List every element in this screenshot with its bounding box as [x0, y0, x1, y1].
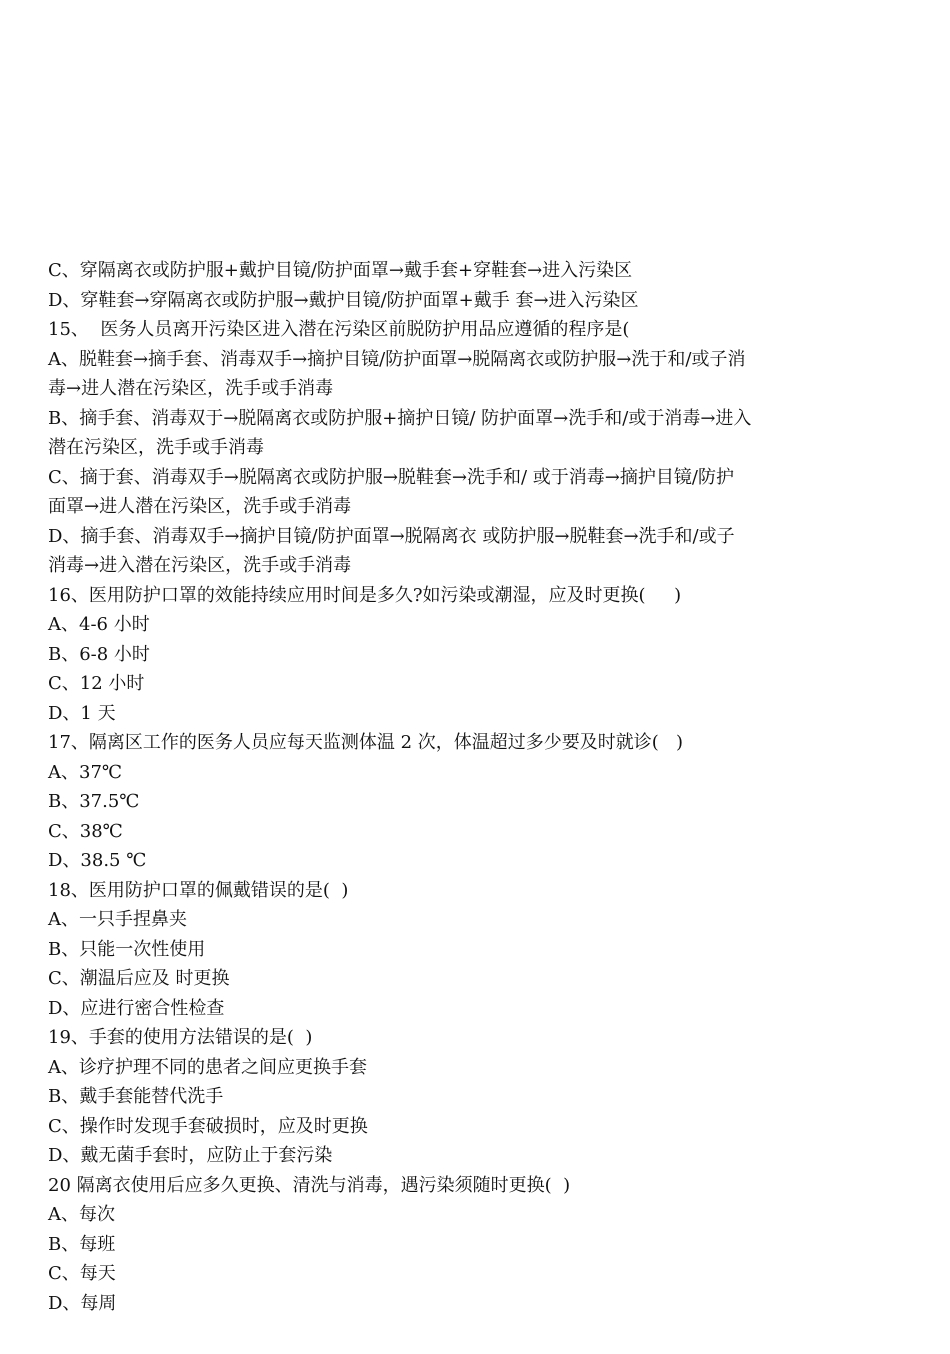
option-line: D、38.5 ℃ — [48, 850, 147, 871]
option-line: C、穿隔离衣或防护服+戴护目镜/防护面罩→戴手套+穿鞋套→进入污染区 — [48, 260, 633, 281]
question-line: 15、 医务人员离开污染区进入潜在污染区前脱防护用品应遵循的程序是( — [48, 319, 630, 340]
question-line: 18、医用防护口罩的佩戴错误的是( ) — [48, 879, 349, 901]
option-line: D、1 天 — [48, 702, 116, 724]
option-line: B、6-8 小时 — [48, 643, 150, 665]
option-line: B、摘手套、消毒双于→脱隔离衣或防护服+摘护日镜/ 防护面罩→洗手和/或于消毒→进入 — [48, 407, 752, 429]
option-line: D、戴无菌手套时，应防止于套污染 — [48, 1145, 333, 1166]
question-line: 19、手套的使用方法错误的是( ) — [48, 1027, 313, 1048]
option-line: C、12 小时 — [48, 673, 145, 694]
option-line: A、37℃ — [48, 761, 123, 783]
option-line: D、应进行密合性检查 — [48, 997, 225, 1019]
option-line: D、穿鞋套→穿隔离衣或防护服→戴护目镜/防护面罩+戴手 套→进入污染区 — [48, 289, 639, 311]
option-line-continued: 消毒→进入潜在污染区，洗手或手消毒 — [48, 555, 352, 576]
question-line: 20 隔离衣使用后应多久更换、清洗与消毒，遇污染须随时更换( ) — [48, 1174, 571, 1196]
option-line: C、每天 — [48, 1263, 116, 1284]
option-line: D、每周 — [48, 1292, 117, 1314]
option-line: B、每班 — [48, 1233, 116, 1255]
document-body — [48, 256, 828, 1318]
option-line-continued: 面罩→进人潜在污染区，洗手或手消毒 — [48, 496, 352, 517]
option-line: C、38℃ — [48, 820, 123, 842]
option-line: C、操作时发现手套破损时，应及时更换 — [48, 1115, 368, 1137]
option-line: D、摘手套、消毒双手→摘护目镜/防护面罩→脱隔离衣 或防护服→脱鞋套→洗手和/或子 — [48, 525, 735, 547]
question-line: 17、隔离区工作的医务人员应每天监测体温 2 次，体温超过多少要及时就诊( ) — [48, 732, 684, 753]
option-line: A、诊疗护理不同的患者之间应更换手套 — [48, 1056, 367, 1078]
option-line: A、脱鞋套→摘手套、消毒双手→摘护目镜/防护面罩→脱隔离衣或防护服→洗于和/或子消 — [48, 348, 746, 370]
option-line: A、一只手捏鼻夹 — [48, 909, 187, 930]
option-line-continued: 潜在污染区，洗手或手消毒 — [48, 437, 264, 458]
option-line: C、潮温后应及 时更换 — [48, 968, 230, 989]
option-line: B、戴手套能替代洗手 — [48, 1086, 224, 1107]
question-line: 16、医用防护口罩的效能持续应用时间是多久?如污染或潮湿，应及时更换( ) — [48, 584, 682, 606]
option-line-continued: 毒→进人潜在污染区，洗手或手消毒 — [48, 378, 334, 399]
option-line: B、37.5℃ — [48, 791, 140, 812]
option-line: A、4-6 小时 — [48, 614, 150, 635]
option-line: C、摘于套、消毒双手→脱隔离衣或防护服→脱鞋套→洗手和/ 或于消毒→摘护目镜/防护 — [48, 466, 734, 488]
option-line: A、每次 — [48, 1204, 115, 1225]
option-line: B、只能一次性使用 — [48, 938, 206, 960]
